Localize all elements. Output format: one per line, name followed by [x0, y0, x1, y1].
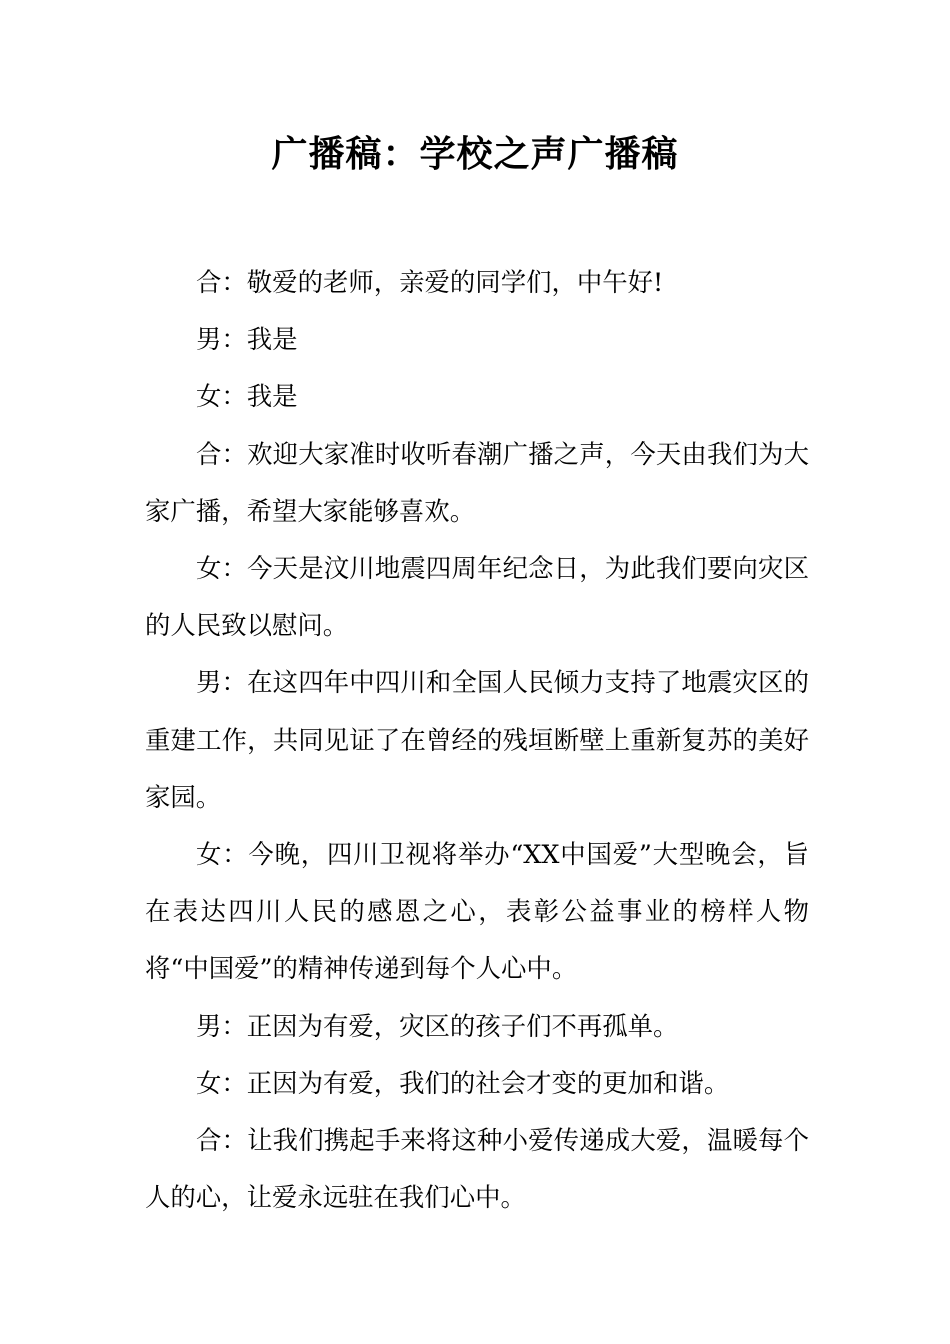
- paragraph-anniversary: 女：今天是汶川地震四周年纪念日，为此我们要向灾区的人民致以慰问。: [145, 553, 809, 641]
- paragraph-gala: 女：今晚，四川卫视将举办“XX中国爱”大型晚会，旨在表达四川人民的感恩之心，表彰公益事业的榜样人物将“中国爱”的精神传递到每个人心中。: [145, 839, 809, 984]
- paragraph-greeting: 合：敬爱的老师，亲爱的同学们，中午好!: [196, 267, 664, 297]
- paragraph-closing: 合：让我们携起手来将这种小爱传递成大爱，温暖每个人的心，让爱永远驻在我们心中。: [145, 1125, 809, 1213]
- paragraph-female-intro: 女：我是: [196, 381, 298, 412]
- paragraph-welcome: 合：欢迎大家准时收听春潮广播之声，今天由我们为大家广播，希望大家能够喜欢。: [145, 438, 809, 526]
- paragraph-society: 女：正因为有爱，我们的社会才变的更加和谐。: [196, 1067, 730, 1098]
- paragraph-reconstruction: 男：在这四年中四川和全国人民倾力支持了地震灾区的重建工作，共同见证了在曾经的残垣断壁上重新复苏的美好家园。: [145, 667, 809, 812]
- document-body: [145, 254, 809, 1226]
- document-title: 广播稿：学校之声广播稿: [271, 133, 679, 175]
- paragraph-male-intro: 男：我是: [196, 324, 298, 355]
- paragraph-children: 男：正因为有爱，灾区的孩子们不再孤单。: [196, 1010, 679, 1041]
